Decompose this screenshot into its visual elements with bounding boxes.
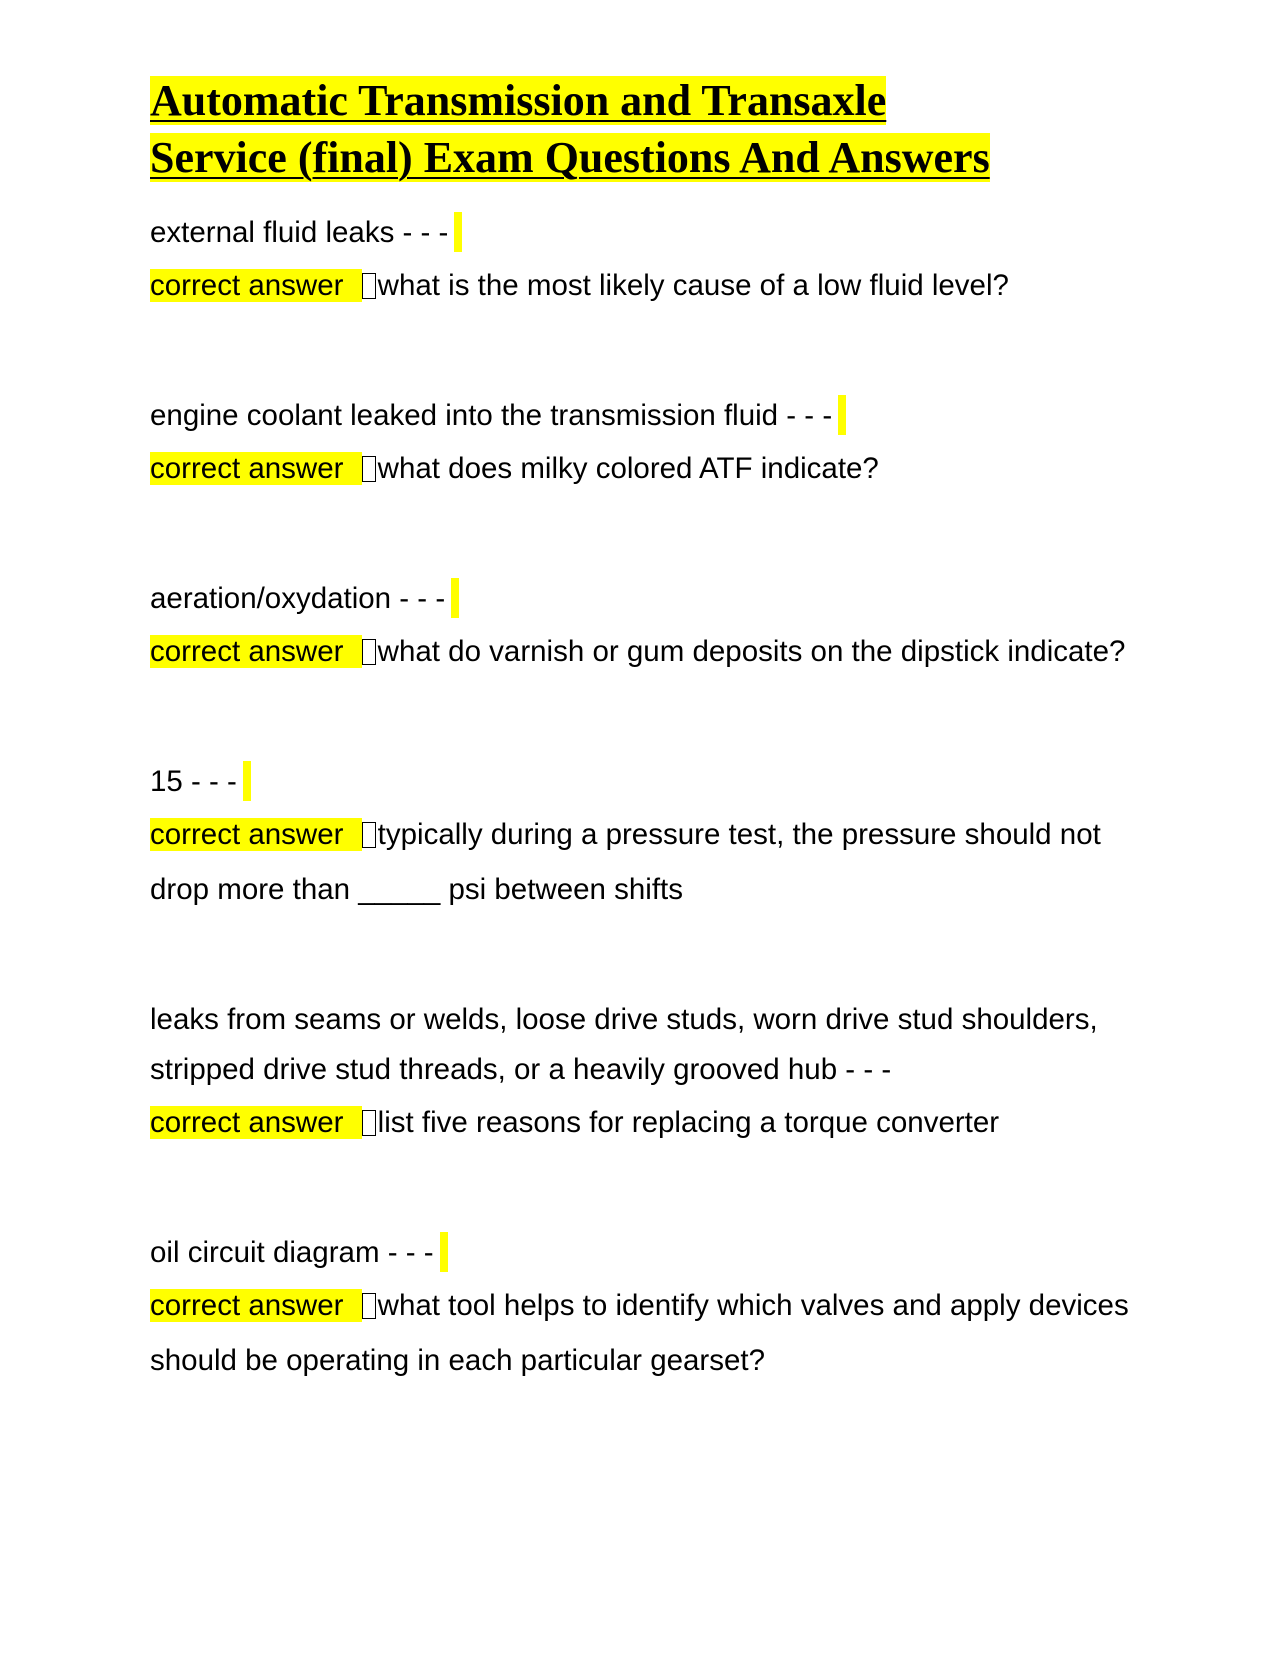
question-line [150,807,1140,917]
correct-answer-label: correct answer [150,1106,362,1139]
question-line [150,441,1140,496]
missing-glyph-icon [362,1110,376,1136]
missing-glyph-icon [362,273,376,299]
correct-answer-label: correct answer [150,269,362,302]
document-title [150,72,1140,186]
question-line [150,1095,1140,1150]
question-text: what do varnish or gum deposits on the dipstick indicate? [377,635,1126,668]
answer-text: 15 - - - [150,765,237,798]
qa-item [150,208,1140,313]
question-text: what does milky colored ATF indicate? [377,452,879,485]
qa-item [150,574,1140,679]
missing-glyph-icon [362,456,376,482]
highlight-marker [454,212,462,252]
answer-text: aeration/oxydation - - - [150,582,446,615]
highlight-marker [243,761,251,801]
highlight-marker [440,1232,448,1272]
answer-line [150,995,1140,1095]
answer-line [150,757,1140,807]
correct-answer-label: correct answer [150,818,362,851]
missing-glyph-icon [362,1293,376,1319]
question-line [150,1278,1140,1388]
qa-item [150,1228,1140,1388]
missing-glyph-icon [362,822,376,848]
missing-glyph-icon [362,639,376,665]
answer-text: leaks from seams or welds, loose drive studs, worn drive stud shoulders, stripped drive stud threads, or a heavily grooved hub - - - [150,1003,1098,1086]
qa-item [150,995,1140,1150]
correct-answer-label: correct answer [150,1289,362,1322]
answer-line [150,1228,1140,1278]
answer-text: external fluid leaks - - - [150,216,449,249]
correct-answer-label: correct answer [150,452,362,485]
correct-answer-label: correct answer [150,635,362,668]
qa-item [150,757,1140,917]
answer-line [150,208,1140,258]
question-text: what is the most likely cause of a low fluid level? [377,269,1009,302]
title-line-1: Automatic Transmission and Transaxle [150,76,887,125]
answer-line [150,391,1140,441]
answer-line [150,574,1140,624]
answer-text: oil circuit diagram - - - [150,1236,434,1269]
document-page [150,72,1140,1466]
qa-item [150,391,1140,496]
highlight-marker [838,395,846,435]
question-line [150,624,1140,679]
title-line-2: Service (final) Exam Questions And Answers [150,133,990,182]
answer-text: engine coolant leaked into the transmission fluid - - - [150,399,833,432]
highlight-marker [451,578,459,618]
question-line [150,258,1140,313]
question-text: typically during a pressure test, the pressure should not drop more than _____ psi between shifts [150,818,1101,906]
question-text: list five reasons for replacing a torque converter [377,1106,1000,1139]
question-text: what tool helps to identify which valves and apply devices should be operating in each particular gearset? [150,1289,1129,1377]
